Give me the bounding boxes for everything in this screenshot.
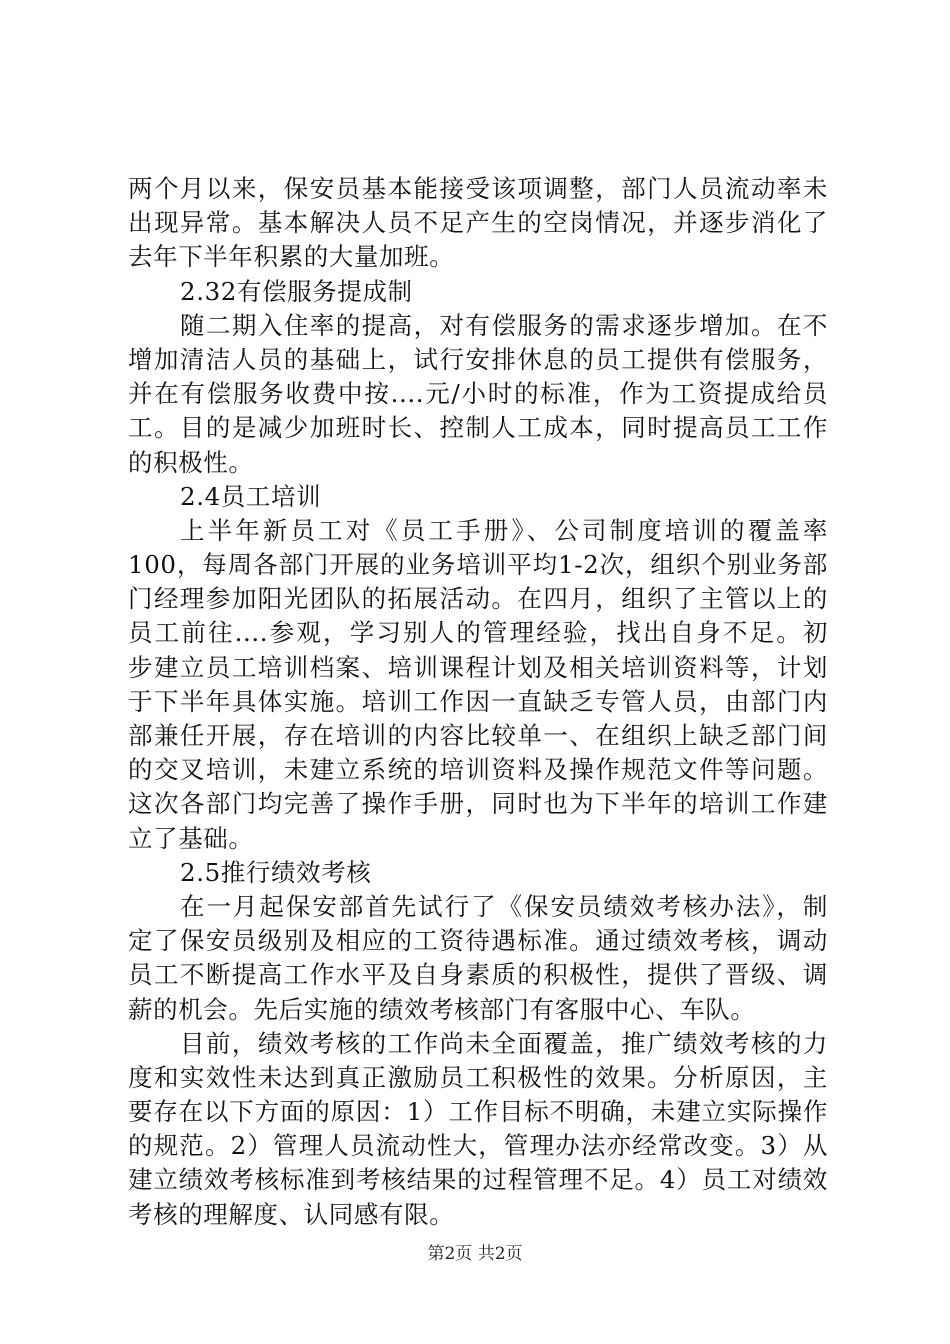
text-line: 目前，绩效考核的工作尚未全面覆盖，推广绩效考核的力: [180, 1028, 828, 1058]
text-line: 度和实效性未达到真正激励员工积极性的效果。分析原因，主: [128, 1062, 828, 1092]
document-body: [128, 172, 828, 1232]
text-line: 并在有偿服务收费中按....元/小时的标准，作为工资提成给员: [128, 379, 828, 409]
section-heading: 2.5推行绩效考核: [180, 857, 372, 887]
text-line: 随二期入住率的提高，对有偿服务的需求逐步增加。在不: [180, 310, 828, 340]
text-line: 100，每周各部门开展的业务培训平均1-2次，组织个别业务部: [128, 550, 828, 580]
text-line: 的交叉培训，未建立系统的培训资料及操作规范文件等问题。: [128, 755, 828, 785]
page-footer: [0, 1243, 950, 1265]
text-line: 工。目的是减少加班时长、控制人工成本，同时提高员工工作: [128, 413, 828, 443]
text-line: 于下半年具体实施。培训工作因一直缺乏专管人员，由部门内: [128, 686, 828, 716]
page-number: 第2页 共2页: [427, 1244, 523, 1264]
text-line: 考核的理解度、认同感有限。: [128, 1199, 455, 1229]
text-line: 定了保安员级别及相应的工资待遇标准。通过绩效考核，调动: [128, 926, 828, 956]
text-line: 两个月以来，保安员基本能接受该项调整，部门人员流动率未: [128, 174, 828, 203]
text-line: 去年下半年积累的大量加班。: [128, 242, 455, 272]
text-line: 出现异常。基本解决人员不足产生的空岗情况，并逐步消化了: [128, 208, 828, 238]
text-line: 的积极性。: [128, 447, 254, 477]
text-line: 建立绩效考核标准到考核结果的过程管理不足。4）员工对绩效: [128, 1165, 828, 1195]
text-line: 这次各部门均完善了操作手册，同时也为下半年的培训工作建: [128, 789, 828, 819]
section-heading: 2.32有偿服务提成制: [180, 276, 413, 306]
text-line: 上半年新员工对《员工手册》、公司制度培训的覆盖率: [180, 515, 828, 545]
section-heading: 2.4员工培训: [180, 481, 322, 511]
text-line: 要存在以下方面的原因：1）工作目标不明确，未建立实际操作: [128, 1097, 828, 1127]
text-line: 员工前往....参观，学习别人的管理经验，找出自身不足。初: [128, 618, 828, 648]
text-line: 增加清洁人员的基础上，试行安排休息的员工提供有偿服务，: [128, 344, 828, 374]
text-line: 的规范。2）管理人员流动性大，管理办法亦经常改变。3）从: [128, 1131, 828, 1161]
text-line: 在一月起保安部首先试行了《保安员绩效考核办法》，制: [180, 891, 828, 921]
text-line: 步建立员工培训档案、培训课程计划及相关培训资料等，计划: [128, 652, 828, 682]
text-line: 部兼任开展，存在培训的内容比较单一、在组织上缺乏部门间: [128, 721, 828, 750]
text-line: 薪的机会。先后实施的绩效考核部门有客服中心、车队。: [128, 994, 756, 1024]
text-line: 门经理参加阳光团队的拓展活动。在四月，组织了主管以上的: [128, 584, 828, 614]
text-line: 员工不断提高工作水平及自身素质的积极性，提供了晋级、调: [128, 960, 828, 990]
text-line: 立了基础。: [128, 823, 254, 853]
